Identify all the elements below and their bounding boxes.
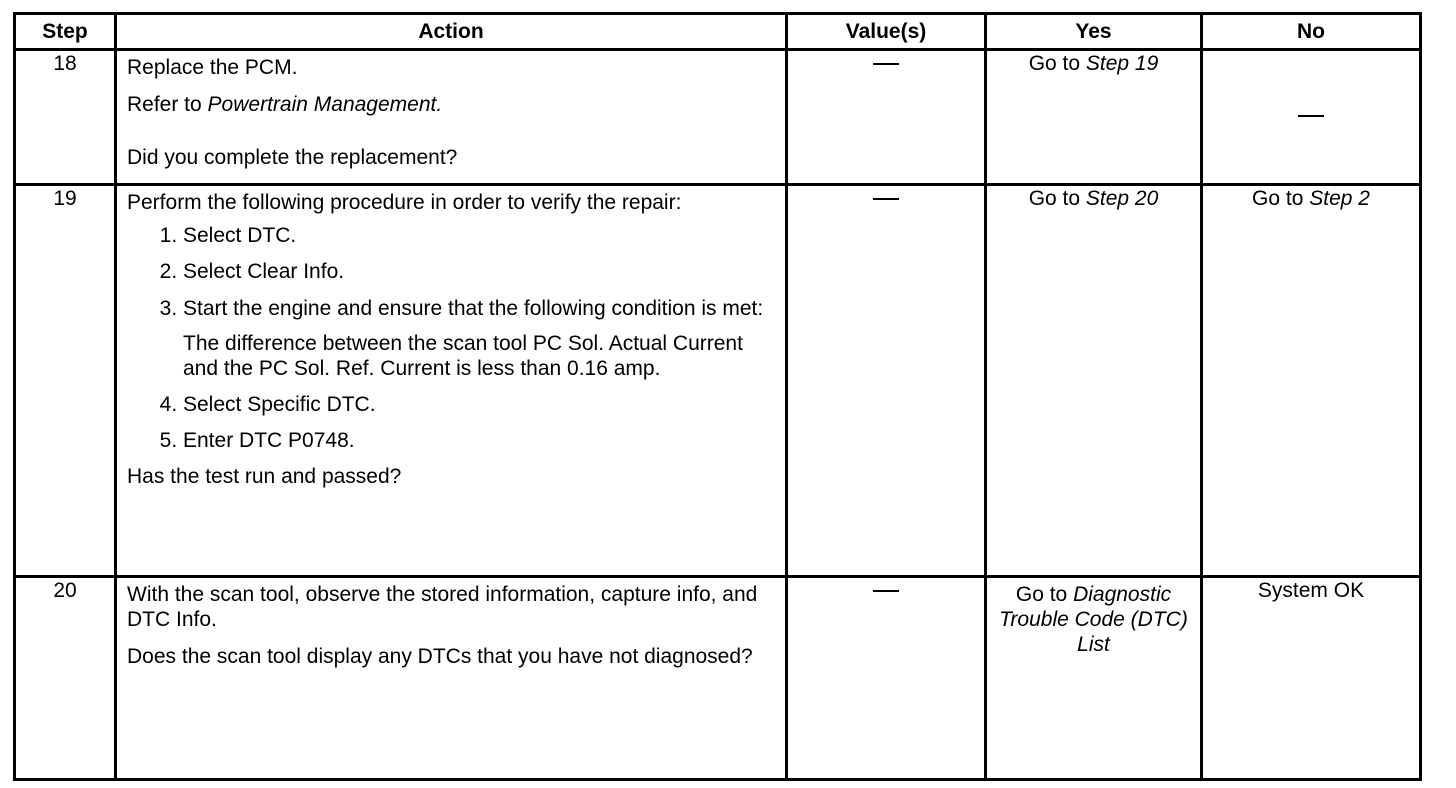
table-row xyxy=(15,50,1421,185)
yes-cell xyxy=(986,50,1202,185)
value-cell xyxy=(787,577,986,780)
action-cell xyxy=(116,50,787,185)
goto-dtc-list-link[interactable]: Diagnostic Trouble Code (DTC) List xyxy=(999,583,1188,657)
action-question: Has the test run and passed? xyxy=(127,464,402,488)
goto-prefix: Go to xyxy=(1015,583,1074,606)
action-text: Perform the following procedure in order to verify the repair: xyxy=(127,191,682,214)
list-item: 5. Enter DTC P0748. xyxy=(183,428,777,453)
dash-mark xyxy=(873,63,899,65)
action-cell xyxy=(116,185,787,577)
action-question: Did you complete the replacement? xyxy=(127,146,458,170)
action-cell xyxy=(116,577,787,780)
step-number: 20 xyxy=(15,577,116,780)
goto-step-link[interactable]: Step 2 xyxy=(1309,187,1370,210)
action-text: Replace the PCM. xyxy=(127,56,298,79)
yes-cell xyxy=(986,185,1202,577)
dash-mark xyxy=(1298,115,1324,117)
action-text: With the scan tool, observe the stored information, capture info, and DTC Info. xyxy=(127,583,758,632)
diagnostic-table xyxy=(13,12,1422,781)
goto-prefix: Go to xyxy=(1028,187,1086,210)
dash-mark xyxy=(873,590,899,592)
header-yes: Yes xyxy=(986,14,1202,50)
list-item-text: Start the engine and ensure that the following condition is met: xyxy=(183,296,764,320)
list-item: 4. Select Specific DTC. xyxy=(183,392,777,417)
goto-step-link[interactable]: Step 20 xyxy=(1085,187,1159,210)
table-row xyxy=(15,577,1421,780)
header-no: No xyxy=(1202,14,1421,50)
list-item: 1. Select DTC. xyxy=(183,223,777,248)
no-cell: System OK xyxy=(1202,577,1421,780)
action-question: Does the scan tool display any DTCs that you have not diagnosed? xyxy=(127,645,753,669)
list-item xyxy=(183,296,777,382)
yes-cell xyxy=(986,577,1202,780)
condition-note: The difference between the scan tool PC Sol. Actual Current and the PC Sol. Ref. Current is less than 0.16 amp. xyxy=(183,331,743,380)
no-cell xyxy=(1202,50,1421,185)
header-values: Value(s) xyxy=(787,14,986,50)
refer-link[interactable]: Powertrain Management. xyxy=(207,93,443,117)
value-cell xyxy=(787,50,986,185)
procedure-list xyxy=(127,223,777,453)
goto-step-link[interactable]: Step 19 xyxy=(1085,52,1159,75)
list-item: 2. Select Clear Info. xyxy=(183,259,777,284)
dash-mark xyxy=(873,198,899,200)
step-number: 19 xyxy=(15,185,116,577)
header-step: Step xyxy=(15,14,116,50)
table-row xyxy=(15,185,1421,577)
header-row xyxy=(15,14,1421,50)
value-cell xyxy=(787,185,986,577)
refer-line xyxy=(127,92,777,117)
no-cell xyxy=(1202,185,1421,577)
goto-prefix: Go to xyxy=(1252,187,1310,210)
header-action: Action xyxy=(116,14,787,50)
goto-block xyxy=(999,582,1189,658)
step-number: 18 xyxy=(15,50,116,185)
refer-prefix: Refer to xyxy=(127,93,208,117)
goto-prefix: Go to xyxy=(1028,52,1086,75)
